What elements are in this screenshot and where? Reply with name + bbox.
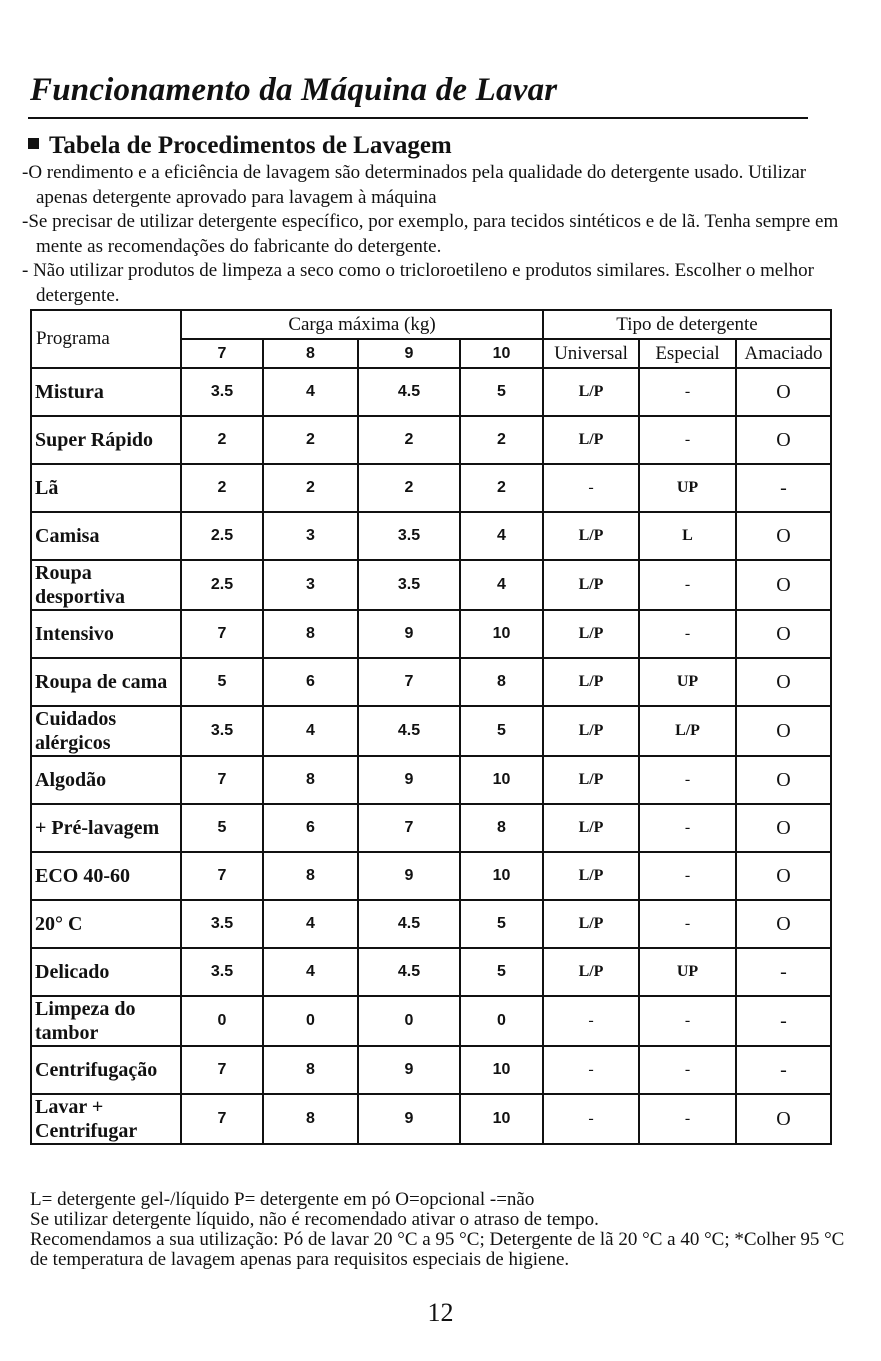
table-row bbox=[31, 512, 831, 560]
max-load-cell: 10 bbox=[460, 1094, 543, 1144]
detergent-especial-cell: - bbox=[639, 756, 736, 804]
table-row bbox=[31, 804, 831, 852]
detergent-amaciado-cell: O bbox=[736, 416, 831, 464]
max-load-cell: 9 bbox=[358, 852, 460, 900]
program-name: Lã bbox=[31, 464, 181, 512]
max-load-cell: 8 bbox=[263, 756, 358, 804]
max-load-cell: 7 bbox=[181, 852, 263, 900]
table-row bbox=[31, 706, 831, 756]
detergent-universal-cell: L/P bbox=[543, 900, 639, 948]
detergent-amaciado-cell: O bbox=[736, 560, 831, 610]
max-load-cell: 4 bbox=[263, 368, 358, 416]
intro-notes bbox=[22, 161, 852, 308]
detergent-amaciado-cell: - bbox=[736, 996, 831, 1046]
max-load-cell: 8 bbox=[460, 658, 543, 706]
max-load-cell: 4.5 bbox=[358, 368, 460, 416]
max-load-cell: 2 bbox=[358, 416, 460, 464]
max-load-cell: 10 bbox=[460, 610, 543, 658]
title-divider bbox=[28, 117, 808, 119]
load-capacity-header: 7 bbox=[181, 339, 263, 368]
table-row bbox=[31, 464, 831, 512]
max-load-cell: 4 bbox=[460, 560, 543, 610]
intro-note: -Se precisar de utilizar detergente específico, por exemplo, para tecidos sintéticos e de lã. Tenha sempre em mente as recomendações do fabricante do detergente. bbox=[22, 211, 839, 257]
detergent-especial-cell: - bbox=[639, 416, 736, 464]
detergent-amaciado-cell: O bbox=[736, 900, 831, 948]
program-name: Roupa desportiva bbox=[31, 560, 181, 610]
max-load-cell: 7 bbox=[181, 1046, 263, 1094]
table-row bbox=[31, 1046, 831, 1094]
detergent-especial-cell: - bbox=[639, 900, 736, 948]
detergent-especial-cell: - bbox=[639, 610, 736, 658]
max-load-cell: 8 bbox=[460, 804, 543, 852]
table-row bbox=[31, 658, 831, 706]
detergent-universal-cell: L/P bbox=[543, 948, 639, 996]
max-load-cell: 9 bbox=[358, 1094, 460, 1144]
max-load-cell: 3.5 bbox=[181, 948, 263, 996]
detergent-especial-cell: - bbox=[639, 368, 736, 416]
detergent-especial-cell: - bbox=[639, 852, 736, 900]
max-load-cell: 8 bbox=[263, 610, 358, 658]
table-row bbox=[31, 368, 831, 416]
max-load-cell: 6 bbox=[263, 804, 358, 852]
max-load-cell: 0 bbox=[460, 996, 543, 1046]
square-bullet-icon bbox=[28, 138, 39, 149]
program-name: Delicado bbox=[31, 948, 181, 996]
program-name: Intensivo bbox=[31, 610, 181, 658]
detergent-amaciado-cell: O bbox=[736, 756, 831, 804]
detergent-amaciado-cell: O bbox=[736, 368, 831, 416]
detergent-amaciado-cell: - bbox=[736, 948, 831, 996]
max-load-cell: 5 bbox=[460, 900, 543, 948]
detergent-especial-header: Especial bbox=[639, 339, 736, 368]
table-row bbox=[31, 996, 831, 1046]
max-load-cell: 2 bbox=[181, 464, 263, 512]
max-load-cell: 3.5 bbox=[358, 512, 460, 560]
detergent-especial-cell: - bbox=[639, 996, 736, 1046]
max-load-cell: 2 bbox=[460, 464, 543, 512]
max-load-cell: 0 bbox=[263, 996, 358, 1046]
section-heading bbox=[28, 132, 452, 160]
detergent-amaciado-cell: O bbox=[736, 658, 831, 706]
program-name: Super Rápido bbox=[31, 416, 181, 464]
footnotes bbox=[30, 1190, 850, 1270]
max-load-cell: 3 bbox=[263, 512, 358, 560]
max-load-cell: 7 bbox=[358, 804, 460, 852]
program-name: Cuidados alérgicos bbox=[31, 706, 181, 756]
max-load-cell: 2.5 bbox=[181, 560, 263, 610]
max-load-cell: 7 bbox=[181, 756, 263, 804]
footnote-liquid-detergent: Se utilizar detergente líquido, não é recomendado ativar o atraso de tempo. bbox=[30, 1209, 599, 1230]
max-load-cell: 9 bbox=[358, 756, 460, 804]
max-load-cell: 9 bbox=[358, 1046, 460, 1094]
max-load-cell: 7 bbox=[181, 1094, 263, 1144]
detergent-amaciado-cell: O bbox=[736, 852, 831, 900]
table-row bbox=[31, 900, 831, 948]
max-load-cell: 3 bbox=[263, 560, 358, 610]
program-name: Camisa bbox=[31, 512, 181, 560]
load-capacity-header: 8 bbox=[263, 339, 358, 368]
detergent-universal-cell: L/P bbox=[543, 658, 639, 706]
max-load-cell: 0 bbox=[358, 996, 460, 1046]
max-load-cell: 7 bbox=[181, 610, 263, 658]
program-name: Centrifugação bbox=[31, 1046, 181, 1094]
max-load-cell: 4 bbox=[263, 900, 358, 948]
detergent-especial-cell: - bbox=[639, 804, 736, 852]
max-load-cell: 2 bbox=[460, 416, 543, 464]
detergent-amaciado-cell: O bbox=[736, 804, 831, 852]
detergent-especial-cell: UP bbox=[639, 464, 736, 512]
detergent-universal-cell: L/P bbox=[543, 706, 639, 756]
max-load-cell: 4.5 bbox=[358, 948, 460, 996]
max-load-cell: 3.5 bbox=[358, 560, 460, 610]
table-header bbox=[31, 310, 831, 368]
detergent-universal-cell: L/P bbox=[543, 756, 639, 804]
detergent-universal-cell: L/P bbox=[543, 610, 639, 658]
intro-note: -O rendimento e a eficiência de lavagem são determinados pela qualidade do detergente usado. Utilizar apenas detergente aprovado para lavagem à máquina bbox=[22, 162, 807, 208]
detergent-especial-cell: L/P bbox=[639, 706, 736, 756]
table-row bbox=[31, 1094, 831, 1144]
detergent-amaciado-cell: O bbox=[736, 610, 831, 658]
footnote-legend: L= detergente gel-/líquido P= detergente em pó O=opcional -=não bbox=[30, 1189, 535, 1210]
max-load-cell: 3.5 bbox=[181, 706, 263, 756]
max-load-cell: 8 bbox=[263, 852, 358, 900]
table-body bbox=[31, 368, 831, 1144]
max-load-cell: 0 bbox=[181, 996, 263, 1046]
detergent-especial-cell: - bbox=[639, 1094, 736, 1144]
program-name: Mistura bbox=[31, 368, 181, 416]
detergent-column-header: Tipo de detergente bbox=[543, 310, 831, 339]
detergent-amaciado-cell: - bbox=[736, 464, 831, 512]
program-name: ECO 40-60 bbox=[31, 852, 181, 900]
detergent-universal-cell: L/P bbox=[543, 416, 639, 464]
max-load-cell: 5 bbox=[460, 948, 543, 996]
max-load-cell: 2 bbox=[181, 416, 263, 464]
detergent-universal-cell: L/P bbox=[543, 804, 639, 852]
max-load-cell: 8 bbox=[263, 1094, 358, 1144]
max-load-cell: 8 bbox=[263, 1046, 358, 1094]
detergent-universal-cell: - bbox=[543, 464, 639, 512]
load-capacity-header: 10 bbox=[460, 339, 543, 368]
table-row bbox=[31, 756, 831, 804]
detergent-especial-cell: UP bbox=[639, 948, 736, 996]
program-column-header: Programa bbox=[31, 310, 181, 368]
program-name: Lavar + Centrifugar bbox=[31, 1094, 181, 1144]
max-load-cell: 10 bbox=[460, 1046, 543, 1094]
max-load-cell: 2 bbox=[358, 464, 460, 512]
program-name: Limpeza do tambor bbox=[31, 996, 181, 1046]
table-row bbox=[31, 852, 831, 900]
detergent-universal-cell: - bbox=[543, 996, 639, 1046]
max-load-cell: 10 bbox=[460, 852, 543, 900]
max-load-cell: 2.5 bbox=[181, 512, 263, 560]
detergent-universal-cell: - bbox=[543, 1046, 639, 1094]
max-load-cell: 3.5 bbox=[181, 368, 263, 416]
load-capacity-header: 9 bbox=[358, 339, 460, 368]
detergent-especial-cell: UP bbox=[639, 658, 736, 706]
table-row bbox=[31, 560, 831, 610]
detergent-amaciado-cell: O bbox=[736, 512, 831, 560]
intro-note: - Não utilizar produtos de limpeza a seco como o tricloroetileno e produtos similares. Escolher o melhor detergente. bbox=[22, 260, 814, 306]
detergent-amaciado-cell: O bbox=[736, 706, 831, 756]
table-row bbox=[31, 948, 831, 996]
max-load-cell: 5 bbox=[460, 368, 543, 416]
footnote-recommendation: Recomendamos a sua utilização: Pó de lavar 20 °C a 95 °C; Detergente de lã 20 °C a 40 °C; *Colher 95 °C de temperatura de lavagem apenas para requisitos especiais de higiene. bbox=[30, 1229, 845, 1270]
detergent-universal-cell: L/P bbox=[543, 368, 639, 416]
max-load-cell: 4.5 bbox=[358, 900, 460, 948]
max-load-cell: 7 bbox=[358, 658, 460, 706]
program-name: Roupa de cama bbox=[31, 658, 181, 706]
program-name: + Pré-lavagem bbox=[31, 804, 181, 852]
max-load-cell: 2 bbox=[263, 464, 358, 512]
detergent-universal-cell: L/P bbox=[543, 512, 639, 560]
detergent-universal-cell: L/P bbox=[543, 852, 639, 900]
max-load-cell: 6 bbox=[263, 658, 358, 706]
max-load-cell: 9 bbox=[358, 610, 460, 658]
detergent-amaciado-cell: - bbox=[736, 1046, 831, 1094]
detergent-universal-cell: - bbox=[543, 1094, 639, 1144]
program-name: 20° C bbox=[31, 900, 181, 948]
detergent-especial-cell: - bbox=[639, 1046, 736, 1094]
detergent-amaciado-cell: O bbox=[736, 1094, 831, 1144]
max-load-cell: 10 bbox=[460, 756, 543, 804]
detergent-universal-header: Universal bbox=[543, 339, 639, 368]
max-load-cell: 4 bbox=[263, 948, 358, 996]
max-load-cell: 3.5 bbox=[181, 900, 263, 948]
section-heading-text: Tabela de Procedimentos de Lavagem bbox=[49, 132, 452, 159]
max-load-cell: 4 bbox=[460, 512, 543, 560]
page-title: Funcionamento da Máquina de Lavar bbox=[30, 72, 558, 108]
max-load-cell: 2 bbox=[263, 416, 358, 464]
table-row bbox=[31, 416, 831, 464]
page-number: 12 bbox=[427, 1298, 454, 1327]
max-load-cell: 5 bbox=[181, 804, 263, 852]
table-row bbox=[31, 610, 831, 658]
program-name: Algodão bbox=[31, 756, 181, 804]
max-load-cell: 5 bbox=[460, 706, 543, 756]
load-column-header: Carga máxima (kg) bbox=[181, 310, 543, 339]
max-load-cell: 4.5 bbox=[358, 706, 460, 756]
max-load-cell: 5 bbox=[181, 658, 263, 706]
detergent-especial-cell: - bbox=[639, 560, 736, 610]
detergent-universal-cell: L/P bbox=[543, 560, 639, 610]
max-load-cell: 4 bbox=[263, 706, 358, 756]
detergent-amaciado-header: Amaciado bbox=[736, 339, 831, 368]
detergent-especial-cell: L bbox=[639, 512, 736, 560]
washing-procedures-table bbox=[30, 309, 832, 1145]
